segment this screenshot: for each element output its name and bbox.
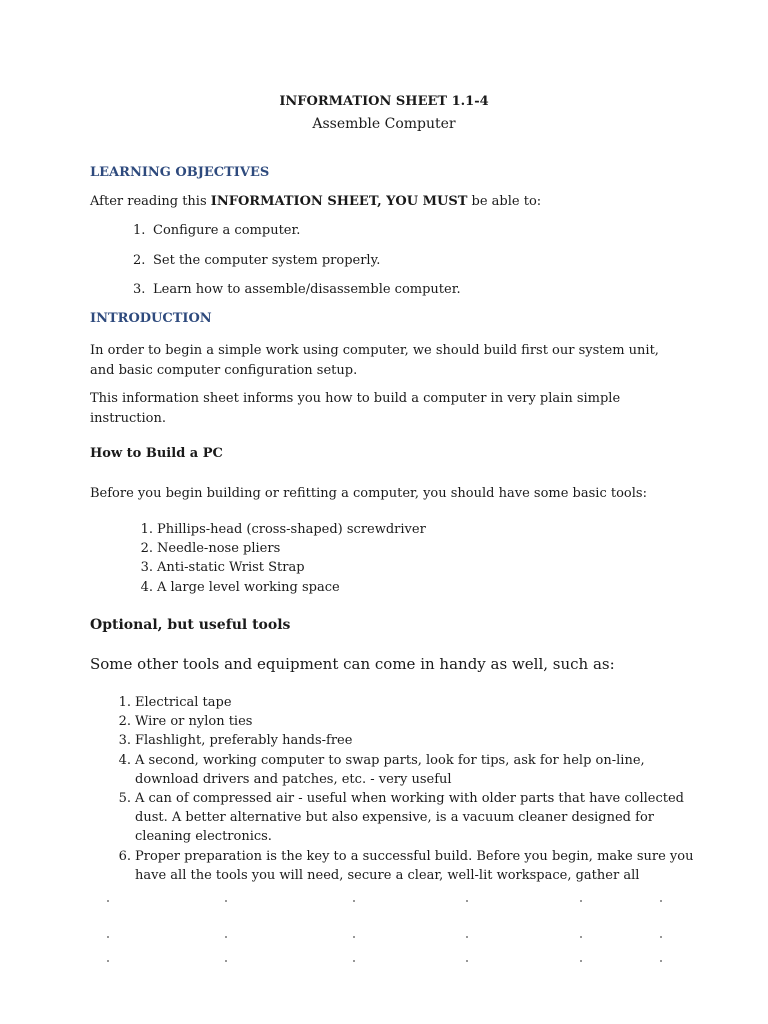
- intro-paragraph-2: [90, 389, 620, 428]
- list-text: Anti-static Wrist Strap: [157, 560, 305, 576]
- introduction-heading: INTRODUCTION: [90, 311, 212, 326]
- objective-number: 3.: [133, 282, 146, 297]
- list-item: [118, 693, 695, 712]
- list-number: 1.: [140, 522, 153, 537]
- dot: [660, 960, 662, 962]
- objectives-intro-bold: INFORMATION SHEET, YOU MUST: [210, 194, 468, 209]
- dot: [107, 960, 109, 962]
- dot: [580, 900, 582, 902]
- list-item: [118, 712, 695, 731]
- build-intro: Before you begin building or refitting a computer, you should have some basic tools:: [90, 486, 647, 501]
- dot: [660, 936, 662, 938]
- how-to-build-heading: How to Build a PC: [90, 446, 223, 461]
- dot: [107, 900, 109, 902]
- dot: [353, 936, 355, 938]
- list-text: Proper preparation is the key to a successful build. Before you begin, make sure you have all the tools you will need, secure a clear, well-lit workspace, gather all: [135, 848, 694, 883]
- objective-item: [133, 282, 461, 297]
- dot: [353, 900, 355, 902]
- list-number: 3.: [118, 733, 131, 749]
- dot: [466, 900, 468, 902]
- list-number: 6.: [118, 848, 131, 864]
- list-text: Electrical tape: [135, 695, 232, 710]
- objective-number: 2.: [133, 253, 146, 268]
- list-number: 2.: [140, 541, 153, 557]
- optional-intro: Some other tools and equipment can come in handy as well, such as:: [90, 655, 615, 673]
- list-text: Needle-nose pliers: [157, 541, 281, 557]
- list-text: A second, working computer to swap parts, look for tips, ask for help on-line, download drivers and patches, etc. - very useful: [135, 752, 645, 787]
- intro-paragraph-2-line-1: This information sheet informs you how to build a computer in very plain simple: [90, 391, 621, 406]
- objective-text: Set the computer system properly.: [153, 253, 381, 268]
- list-item: [140, 539, 426, 558]
- list-item: [118, 731, 695, 750]
- list-text: A can of compressed air - useful when working with older parts that have collected dust. A better alternative but also expensive, is a vacuum cleaner designed for cleaning electronics.: [135, 791, 685, 845]
- dot: [580, 960, 582, 962]
- optional-tools-heading: Optional, but useful tools: [90, 617, 291, 633]
- list-number: 4.: [118, 752, 131, 768]
- list-item: [140, 578, 426, 597]
- list-text: Wire or nylon ties: [135, 714, 253, 730]
- dot: [107, 936, 109, 938]
- list-item: [118, 751, 695, 789]
- dot: [580, 936, 582, 938]
- intro-paragraph-1-line-1: In order to begin a simple work using computer, we should build first our system unit,: [90, 343, 659, 358]
- objectives-intro-post: be able to:: [467, 194, 542, 209]
- page-break-dots: [0, 890, 768, 970]
- dot: [225, 900, 227, 902]
- optional-tools-list: [118, 693, 695, 885]
- list-item: [140, 520, 426, 539]
- list-text: Flashlight, preferably hands-free: [135, 733, 353, 749]
- page-title: INFORMATION SHEET 1.1-4: [279, 94, 489, 109]
- objective-item: [133, 223, 300, 238]
- learning-objectives-heading: LEARNING OBJECTIVES: [90, 165, 270, 180]
- list-text: Phillips-head (cross-shaped) screwdriver: [157, 522, 426, 537]
- list-text: A large level working space: [157, 579, 340, 595]
- list-item: [140, 558, 426, 577]
- intro-paragraph-1-line-2: and basic computer configuration setup.: [90, 362, 358, 378]
- list-number: 2.: [118, 714, 131, 730]
- list-item: [118, 789, 695, 847]
- intro-paragraph-1: [90, 341, 659, 380]
- objectives-intro-pre: After reading this: [90, 194, 211, 209]
- intro-paragraph-2-line-2: instruction.: [90, 410, 167, 426]
- basic-tools-list: [140, 520, 426, 597]
- objective-number: 1.: [133, 223, 146, 238]
- objective-item: [133, 253, 380, 268]
- objective-text: Configure a computer.: [153, 223, 301, 238]
- dot: [225, 936, 227, 938]
- list-item: [118, 847, 695, 885]
- dot: [660, 900, 662, 902]
- dot: [225, 960, 227, 962]
- objectives-intro: [90, 192, 541, 212]
- list-number: 1.: [118, 695, 131, 710]
- dot: [466, 960, 468, 962]
- list-number: 3.: [140, 560, 153, 576]
- page-subtitle: Assemble Computer: [312, 116, 456, 132]
- list-number: 5.: [118, 791, 131, 807]
- dot: [466, 936, 468, 938]
- list-number: 4.: [140, 579, 153, 595]
- dot: [353, 960, 355, 962]
- objective-text: Learn how to assemble/disassemble computer.: [153, 282, 461, 297]
